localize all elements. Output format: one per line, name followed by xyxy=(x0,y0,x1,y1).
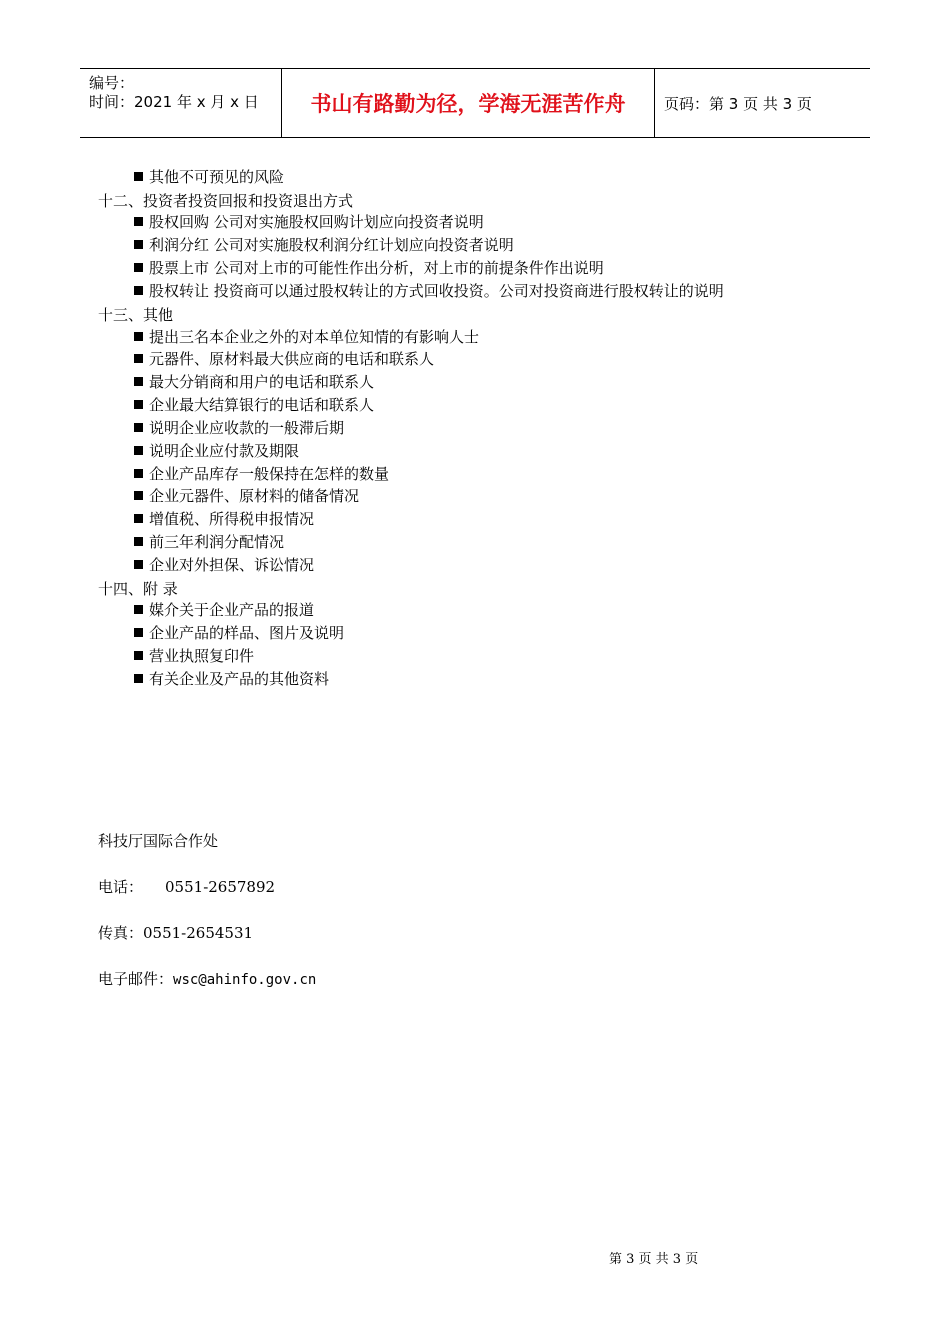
list-item: 利润分红 公司对实施股权利润分红计划应向投资者说明 xyxy=(134,235,514,255)
bullet-square-icon xyxy=(134,400,143,409)
contact-fax: 传真：0551-2654531 xyxy=(98,924,254,942)
phone-number: 0551-2657892 xyxy=(165,878,276,896)
list-item: 其他不可预见的风险 xyxy=(134,167,284,187)
list-item: 媒介关于企业产品的报道 xyxy=(134,600,314,620)
bullet-square-icon xyxy=(134,560,143,569)
list-item: 股权回购 公司对实施股权回购计划应向投资者说明 xyxy=(134,212,484,232)
bullet-square-icon xyxy=(134,377,143,386)
bullet-square-icon xyxy=(134,674,143,683)
list-item: 提出三名本企业之外的对本单位知情的有影响人士 xyxy=(134,327,479,347)
number-label: 编号： xyxy=(89,74,135,92)
bullet-square-icon xyxy=(134,423,143,432)
bullet-square-icon xyxy=(134,217,143,226)
header-motto-cell xyxy=(282,69,655,137)
bullet-square-icon xyxy=(134,263,143,272)
list-item: 企业产品库存一般保持在怎样的数量 xyxy=(134,464,389,484)
list-item: 元器件、原材料最大供应商的电话和联系人 xyxy=(134,349,434,369)
section-heading-13: 十三、其他 xyxy=(98,306,174,324)
contact-phone: 电话： 0551-2657892 xyxy=(98,878,276,896)
list-item: 增值税、所得税申报情况 xyxy=(134,509,314,529)
list-item: 股权转让 投资商可以通过股权转让的方式回收投资。公司对投资商进行股权转让的说明 xyxy=(134,281,724,301)
list-item: 企业产品的样品、图片及说明 xyxy=(134,623,344,643)
contact-org: 科技厅国际合作处 xyxy=(98,832,219,850)
bullet-square-icon xyxy=(134,605,143,614)
time-label: 时间：2021 年 x 月 x 日 xyxy=(89,93,259,111)
contact-email: 电子邮件：wsc@ahinfo.gov.cn xyxy=(98,970,317,988)
list-item: 前三年利润分配情况 xyxy=(134,532,284,552)
page-footer: 第 3 页 共 3 页 xyxy=(609,1252,699,1267)
list-item: 企业元器件、原材料的储备情况 xyxy=(134,486,359,506)
header-page-info: 页码：第 3 页 共 3 页 xyxy=(664,94,812,113)
motto-text: 书山有路勤为径，学海无涯苦作舟 xyxy=(310,92,626,116)
list-item: 股票上市 公司对上市的可能性作出分析，对上市的前提条件作出说明 xyxy=(134,258,604,278)
list-item: 企业对外担保、诉讼情况 xyxy=(134,555,314,575)
bullet-square-icon xyxy=(134,240,143,249)
section-heading-14: 十四、附 录 xyxy=(98,580,178,598)
section-heading-12: 十二、投资者投资回报和投资退出方式 xyxy=(98,192,354,210)
list-item: 有关企业及产品的其他资料 xyxy=(134,669,329,689)
list-item: 说明企业应付款及期限 xyxy=(134,441,299,461)
page-header xyxy=(80,68,870,138)
header-meta-cell xyxy=(80,69,282,137)
bullet-square-icon xyxy=(134,332,143,341)
bullet-square-icon xyxy=(134,628,143,637)
bullet-square-icon xyxy=(134,172,143,181)
bullet-square-icon xyxy=(134,537,143,546)
bullet-square-icon xyxy=(134,354,143,363)
list-item: 企业最大结算银行的电话和联系人 xyxy=(134,395,374,415)
bullet-square-icon xyxy=(134,469,143,478)
bullet-square-icon xyxy=(134,491,143,500)
list-item: 最大分销商和用户的电话和联系人 xyxy=(134,372,374,392)
list-item: 营业执照复印件 xyxy=(134,646,254,666)
email-address[interactable]: wsc@ahinfo.gov.cn xyxy=(173,972,317,988)
bullet-square-icon xyxy=(134,446,143,455)
bullet-square-icon xyxy=(134,651,143,660)
bullet-square-icon xyxy=(134,514,143,523)
list-item: 说明企业应收款的一般滞后期 xyxy=(134,418,344,438)
bullet-square-icon xyxy=(134,286,143,295)
